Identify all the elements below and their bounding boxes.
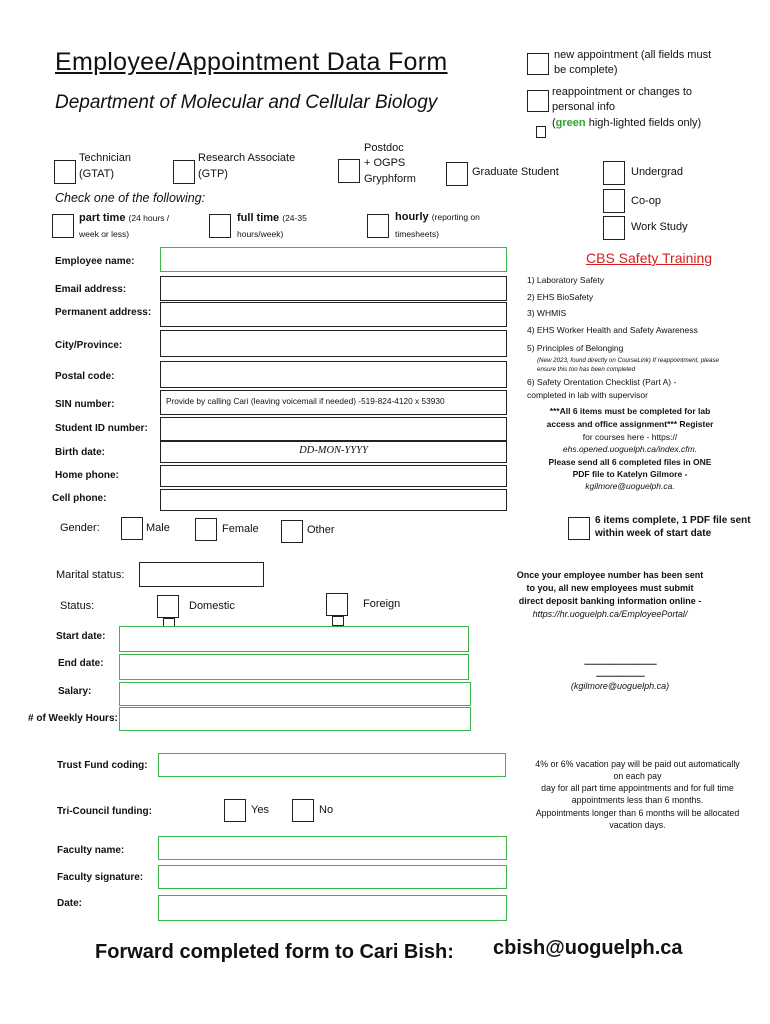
training-req-7: kgilmore@uoguelph.ca. [585, 481, 675, 491]
full-time-detail: (24-35 [282, 213, 307, 223]
check-one-heading: Check one of the following: [55, 191, 206, 205]
page-title: Employee/Appointment Data Form [55, 48, 448, 76]
vacation-line-1: 4% or 6% vacation pay will be paid out automatically [535, 759, 740, 769]
training-complete-2: within week of start date [595, 528, 712, 539]
work-study-label: Work Study [631, 221, 688, 233]
home-phone-input[interactable] [160, 465, 507, 487]
full-time-label: full time [237, 212, 280, 224]
vacation-line-4: appointments less than 6 months. [571, 795, 704, 805]
student-id-input[interactable] [160, 417, 507, 441]
work-study-checkbox[interactable] [603, 216, 625, 240]
deposit-line-2: to you, all new employees must submit [526, 583, 694, 593]
full-time-label-row [237, 212, 307, 224]
date-input[interactable] [158, 895, 507, 921]
male-label: Male [146, 522, 170, 534]
female-label: Female [222, 523, 259, 535]
technician-sub: (GTAT) [79, 168, 115, 180]
research-associate-sub: (GTP) [198, 168, 228, 180]
full-time-detail-2: hours/week) [237, 229, 284, 239]
marital-label: Marital status: [56, 569, 125, 581]
vacation-line-5: Appointments longer than 6 months will be allocated [535, 808, 740, 818]
new-appointment-checkbox[interactable] [527, 53, 549, 75]
postdoc-label: Postdoc [364, 142, 404, 154]
permanent-address-input[interactable] [160, 302, 507, 327]
start-date-input[interactable] [119, 626, 469, 652]
foreign-sub-box [332, 616, 344, 626]
faculty-name-label: Faculty name: [57, 845, 125, 856]
coop-label: Co-op [631, 195, 661, 207]
permanent-address-label: Permanent address: [55, 307, 152, 318]
marital-input[interactable] [139, 562, 264, 587]
faculty-signature-input[interactable] [158, 865, 507, 889]
birth-date-placeholder: DD-MON-YYYY [299, 445, 368, 456]
faculty-name-input[interactable] [158, 836, 507, 860]
scribble-line-2: ⸻⸻ [596, 671, 644, 682]
postdoc-label-3: Gryphform [364, 173, 416, 185]
training-item-2: 2) EHS BioSafety [527, 292, 594, 302]
city-label: City/Province: [55, 340, 123, 351]
status-label: Status: [60, 600, 95, 612]
city-input[interactable] [160, 330, 507, 357]
postdoc-label-2: + OGPS [364, 157, 406, 169]
training-item-6: 6) Safety Orentation Checklist (Part A) - [527, 377, 677, 387]
training-req-2: access and office assignment*** Register [546, 419, 714, 429]
foreign-label: Foreign [363, 598, 401, 610]
training-complete-checkbox[interactable] [568, 517, 590, 540]
training-item-3: 3) WHMIS [527, 308, 567, 318]
home-phone-label: Home phone: [55, 470, 119, 481]
foreign-checkbox[interactable] [326, 593, 348, 616]
sin-note: Provide by calling Cari (leaving voicemail if needed) -519-824-4120 x 53930 [166, 396, 445, 406]
training-req-1: ***All 6 items must be completed for lab [549, 406, 711, 416]
birth-date-label: Birth date: [55, 447, 105, 458]
scribble-line-1: ⸻⸻⸻ [584, 659, 656, 670]
domestic-label: Domestic [189, 600, 235, 612]
end-date-label: End date: [58, 658, 104, 669]
undergrad-checkbox[interactable] [603, 161, 625, 185]
female-checkbox[interactable] [195, 518, 217, 541]
postdoc-checkbox[interactable] [338, 159, 360, 183]
research-associate-checkbox[interactable] [173, 160, 195, 184]
vacation-line-3: day for all part time appointments and for full time [541, 783, 734, 793]
reappointment-note [552, 117, 701, 129]
technician-label: Technician [79, 152, 131, 164]
green-note-rest: high-lighted fields only) [588, 117, 702, 129]
end-date-input[interactable] [119, 654, 469, 680]
weekly-hours-input[interactable] [119, 707, 471, 731]
vacation-line-6: vacation days. [609, 820, 666, 830]
scribble-email: (kgilmore@uoguelph.ca) [570, 681, 670, 691]
hourly-detail: (reporting on [431, 212, 480, 222]
date-label: Date: [57, 898, 83, 909]
full-time-checkbox[interactable] [209, 214, 231, 238]
weekly-hours-label: # of Weekly Hours: [28, 713, 118, 724]
employee-name-input[interactable] [160, 247, 507, 272]
undergrad-label: Undergrad [631, 166, 683, 178]
salary-input[interactable] [119, 682, 471, 706]
trust-fund-input[interactable] [158, 753, 506, 777]
part-time-label: part time [79, 212, 126, 224]
training-req-4: ehs.opened.uoguelph.ca/index.cfm. [562, 444, 698, 454]
training-heading: CBS Safety Training [586, 250, 713, 266]
graduate-student-label: Graduate Student [472, 166, 559, 178]
sin-label: SIN number: [55, 399, 115, 410]
email-input[interactable] [160, 276, 507, 301]
student-id-label: Student ID number: [55, 423, 148, 434]
tri-council-label: Tri-Council funding: [57, 806, 152, 817]
new-appointment-label: new appointment (all fields must be complete) [554, 49, 712, 76]
postal-input[interactable] [160, 361, 507, 388]
reappointment-checkbox[interactable] [527, 90, 549, 112]
department-subtitle: Department of Molecular and Cellular Biology [55, 92, 438, 113]
part-time-detail-2: week or less) [79, 229, 130, 239]
coop-checkbox[interactable] [603, 189, 625, 213]
male-checkbox[interactable] [121, 517, 143, 540]
training-note-1: (New 2023, found directly on CourseLink) If reappointment, please [537, 357, 719, 364]
footer-text: Forward completed form to Cari Bish: [95, 941, 454, 963]
domestic-checkbox[interactable] [157, 595, 179, 618]
research-associate-label: Research Associate [198, 152, 296, 164]
training-note-2: ensure this too has been completed [537, 366, 636, 373]
postal-label: Postal code: [55, 371, 115, 382]
tri-council-no-label: No [319, 804, 334, 816]
training-item-5: 5) Principles of Belonging [527, 343, 624, 353]
tri-council-yes-label: Yes [251, 804, 269, 816]
part-time-label-row [79, 212, 169, 224]
training-req-5: Please send all 6 completed files in ONE [548, 457, 712, 467]
other-checkbox[interactable] [281, 520, 303, 543]
reappointment-label: reappointment or changes to personal info [552, 86, 693, 113]
tri-council-no-checkbox[interactable] [292, 799, 314, 822]
reappointment-small-checkbox[interactable] [536, 126, 546, 138]
training-req-3: for courses here - https:// [582, 432, 678, 442]
deposit-line-3: direct deposit banking information online - [518, 596, 702, 606]
start-date-label: Start date: [56, 631, 106, 642]
hourly-checkbox[interactable] [367, 214, 389, 238]
hourly-detail-2: timesheets) [395, 229, 439, 239]
gender-label: Gender: [60, 522, 100, 534]
vacation-line-2: on each pay [613, 771, 662, 781]
deposit-url: https://hr.uoguelph.ca/EmployeePortal/ [532, 609, 688, 619]
training-item-4: 4) EHS Worker Health and Safety Awareness [527, 325, 698, 335]
employee-name-label: Employee name: [55, 256, 135, 267]
paren-open: ( [552, 117, 556, 129]
training-complete-1: 6 items complete, 1 PDF file sent [595, 515, 751, 526]
part-time-checkbox[interactable] [52, 214, 74, 238]
hourly-label-row [395, 211, 480, 223]
deposit-line-1: Once your employee number has been sent [516, 570, 704, 580]
cell-phone-label: Cell phone: [52, 493, 107, 504]
training-item-1: 1) Laboratory Safety [527, 275, 605, 285]
hourly-label: hourly [395, 211, 429, 223]
green-word: green [555, 117, 586, 129]
trust-fund-label: Trust Fund coding: [57, 760, 148, 771]
faculty-signature-label: Faculty signature: [57, 872, 144, 883]
cell-phone-input[interactable] [160, 489, 507, 511]
part-time-detail: (24 hours / [128, 213, 170, 223]
technician-checkbox[interactable] [54, 160, 76, 184]
other-label: Other [307, 524, 335, 536]
tri-council-yes-checkbox[interactable] [224, 799, 246, 822]
training-item-6-2: completed in lab with supervisor [527, 390, 648, 400]
email-label: Email address: [55, 284, 127, 295]
training-req-6: PDF file to Katelyn Gilmore - [572, 469, 688, 479]
graduate-student-checkbox[interactable] [446, 162, 468, 186]
salary-label: Salary: [58, 686, 92, 697]
footer-email[interactable]: cbish@uoguelph.ca [493, 937, 683, 959]
